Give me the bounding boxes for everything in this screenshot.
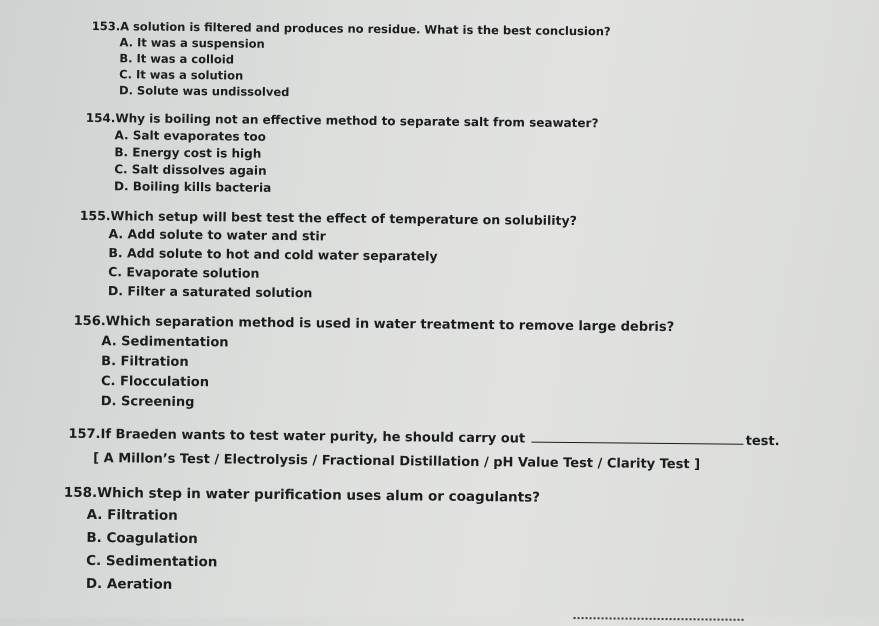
option-c: C. Evaporate solution (108, 264, 260, 281)
cut-off-text-line (574, 614, 744, 621)
option-b: B. Add solute to hot and cold water separately (108, 245, 438, 264)
question-text: 153.A solution is filtered and produces no residue. What is the best conclusion? (91, 18, 611, 39)
option-d: D. Filter a saturated solution (107, 283, 313, 301)
option-d: D. Aeration (85, 575, 173, 593)
question-text: 155.Which setup will best test the effect of temperature on solubility? (79, 207, 578, 229)
option-b: B. It was a colloid (119, 51, 235, 67)
option-c: C. Sedimentation (86, 552, 218, 571)
option-b: B. Coagulation (86, 529, 198, 548)
option-d: D. Boiling kills bacteria (113, 179, 272, 195)
option-b: B. Energy cost is high (114, 145, 262, 161)
option-a: A. Salt evaporates too (114, 128, 266, 144)
option-c: C. Flocculation (100, 374, 210, 391)
question-text: 154.Why is boiling not an effective method to separate salt from seawater? (85, 110, 599, 131)
option-a: A. Filtration (86, 506, 178, 524)
answer-blank[interactable] (532, 442, 744, 445)
question-text: 157.If Braeden wants to test water purity, he should carry out test. (68, 426, 780, 450)
answer-choices: [ A Millon’s Test / Electrolysis / Fractional Distillation / pH Value Test / Clarity Test ] (93, 451, 701, 473)
option-a: A. Sedimentation (101, 334, 229, 351)
option-a: A. It was a suspension (119, 35, 265, 51)
option-c: C. Salt dissolves again (114, 162, 267, 178)
question-text: 158.Which step in water purification uses alum or coagulants? (63, 484, 541, 506)
option-b: B. Filtration (101, 354, 189, 370)
option-c: C. It was a solution (119, 67, 244, 83)
question-text: 156.Which separation method is used in water treatment to remove large debris? (73, 313, 675, 336)
option-a: A. Add solute to water and stir (108, 226, 326, 244)
option-d: D. Screening (100, 394, 195, 411)
option-d: D. Solute was undissolved (118, 83, 290, 100)
